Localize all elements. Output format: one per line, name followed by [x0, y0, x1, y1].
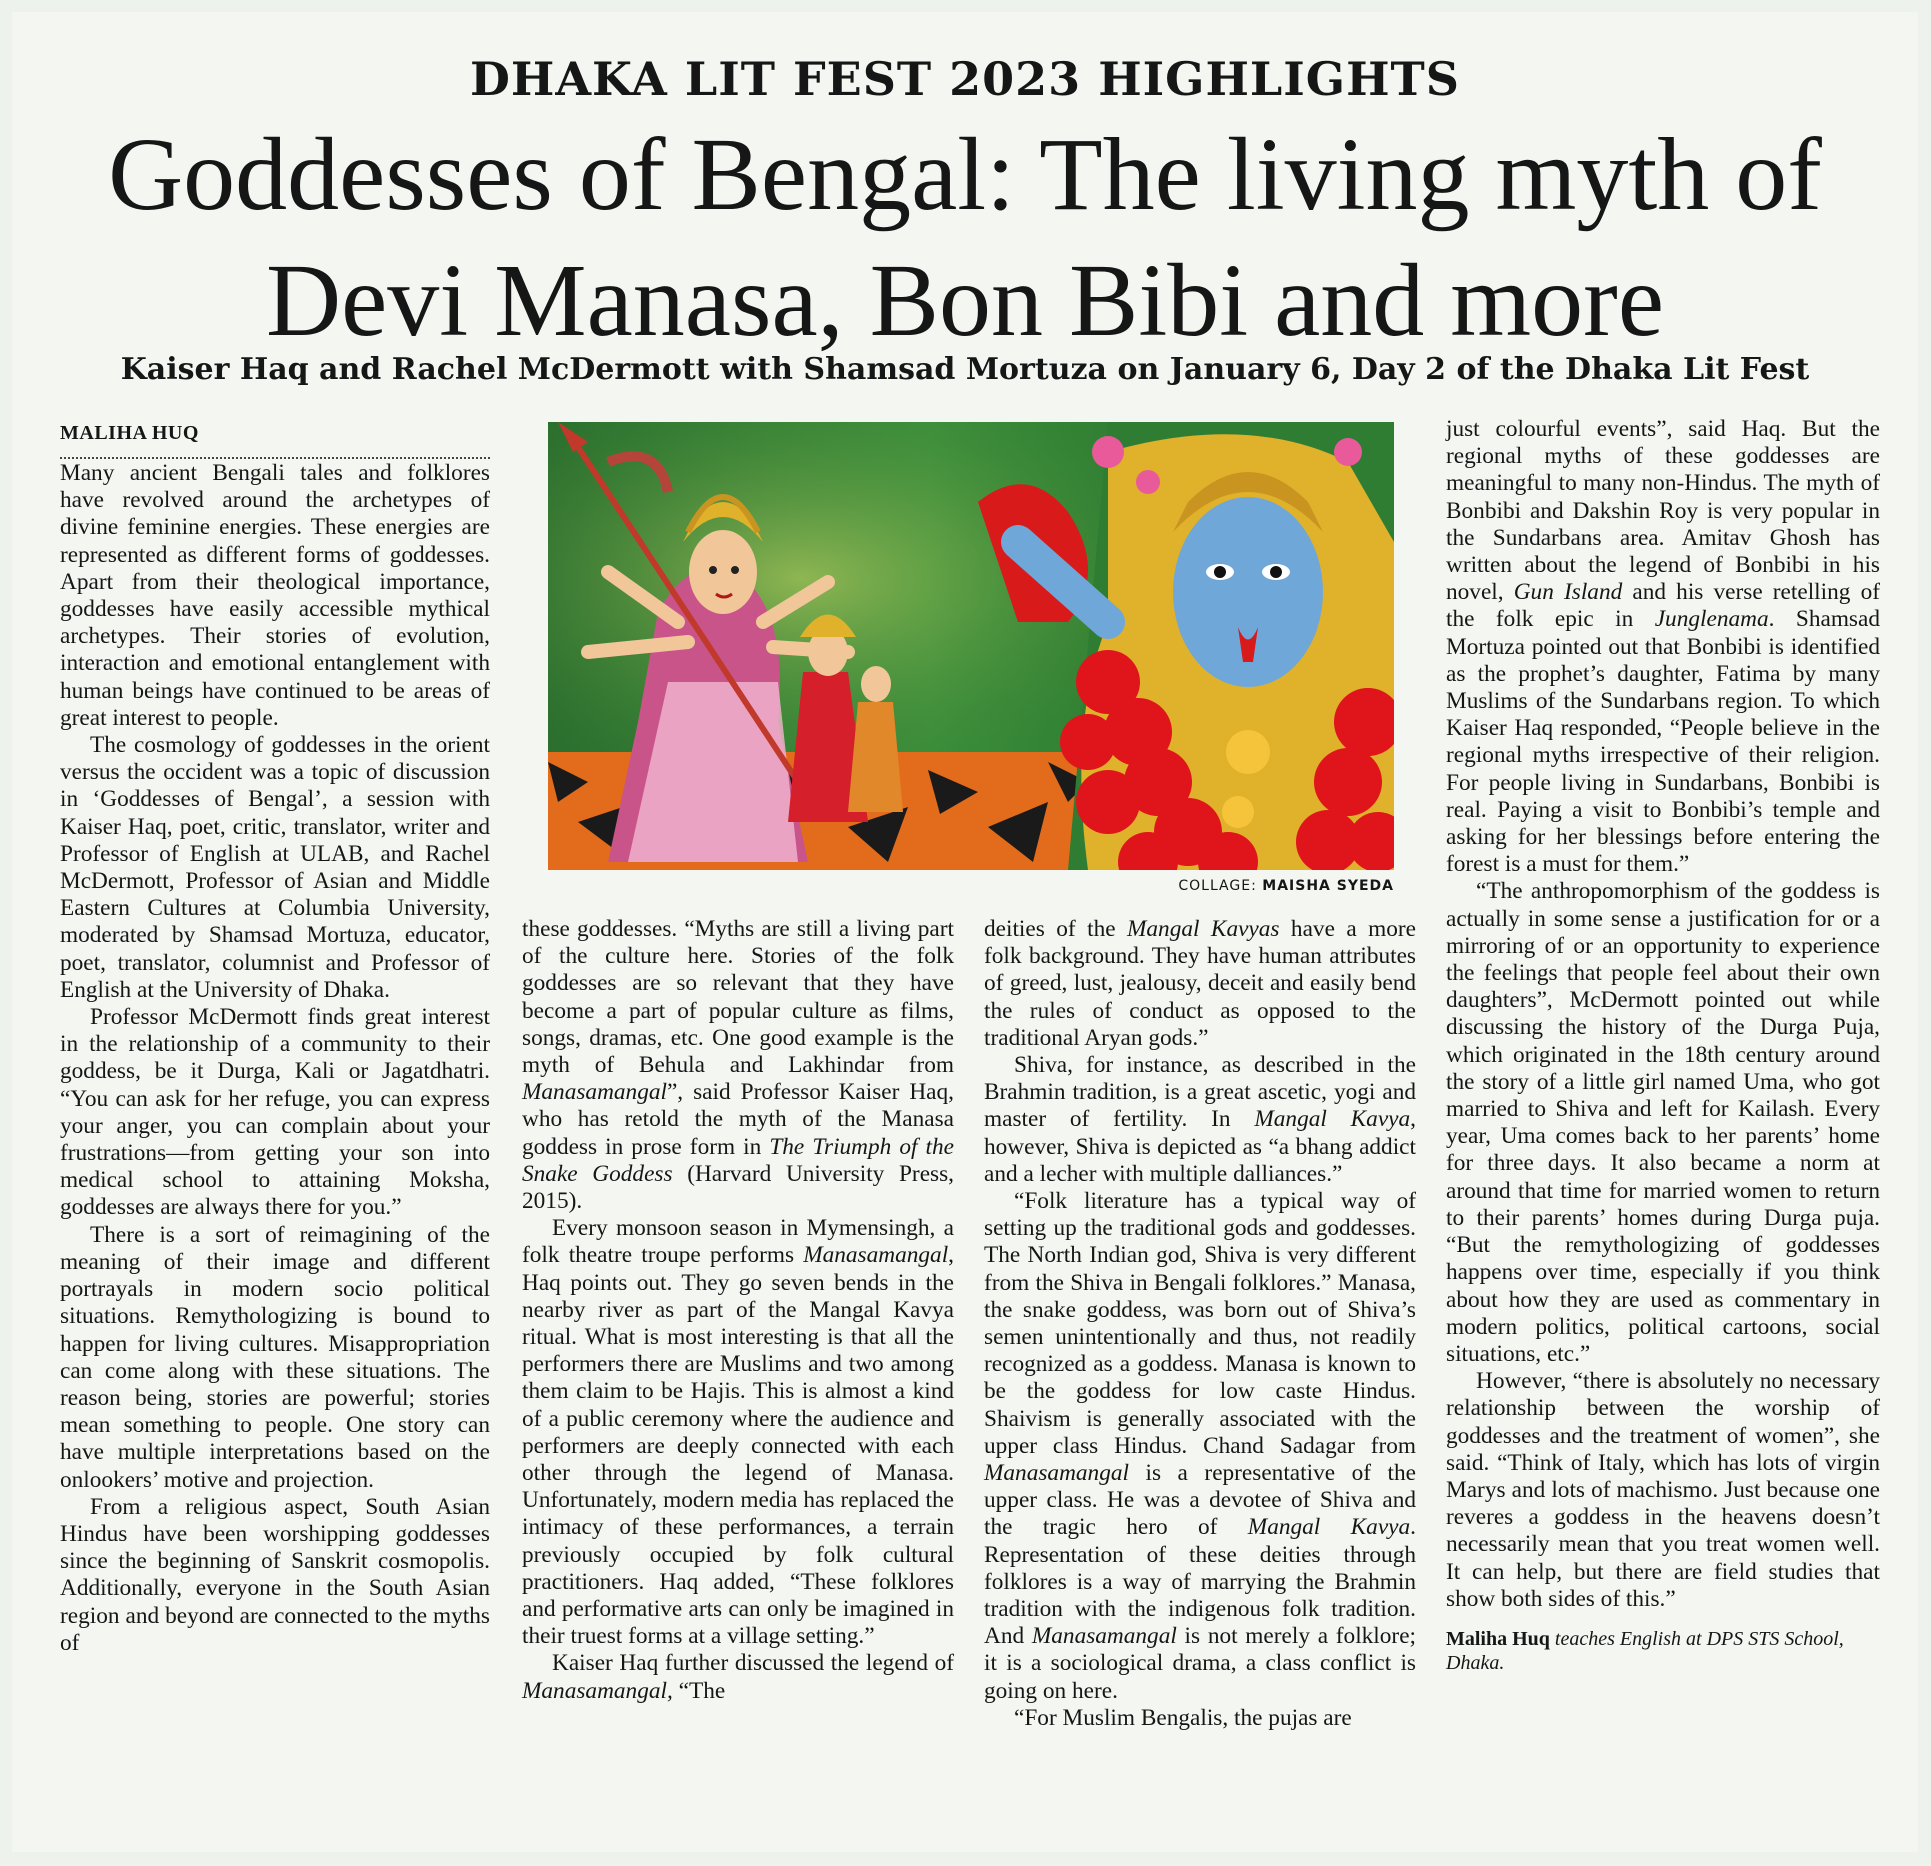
subheadline: Kaiser Haq and Rachel McDermott with Shamsad Mortuza on January 6, Day 2 of the Dhaka Lit Fest: [120, 352, 1810, 387]
paragraph: “For Muslim Bengalis, the pujas are: [1014, 1704, 1352, 1731]
paragraph: Professor McDermott finds great interest in the relationship of a community to their goddess, be it Durga, Kali or Jagatdhatri. “You can ask for her refuge, you can express your anger, you can complain about your frustrations—from getting your son into medical school to attaining Moksha, goddesses are always there for you.”: [60, 1004, 490, 1221]
paragraph: these goddesses. “Myths are still a living part of the culture here. Stories of the folk goddesses are so relevant that they have become a part of popular culture as films, songs, dramas, etc. One good example is the myth of Behula and Lakhindar from Manasamangal”, said Professor Kaiser Haq, who has retold the myth of the Manasa goddess in prose form in The Triumph of the Snake Goddess (Harvard University Press, 2015).: [522, 916, 954, 1215]
newspaper-page: [12, 12, 1918, 1852]
author-bio: [1446, 1627, 1880, 1675]
caption-label: COLLAGE:: [1178, 878, 1257, 894]
paragraph: “Folk literature has a typical way of setting up the traditional gods and goddesses. The North Indian god, Shiva is very different from the Shiva in Bengali folklores.” Manasa, the snake goddess, was born out of Shiva’s semen unintentionally and thus, not readily recognized as a goddess. Manasa is known to be the goddess for low caste Hindus. Shaivism is generally associated with the upper class Hindus. Chand Sadagar from Manasamangal is a representative of the upper class. He was a devotee of Shiva and the tragic hero of Mangal Kavya. Representation of these deities through folklores is a way of marrying the Brahmin tradition with the indigenous folk tradition. And Manasamangal is not merely a folklore; it is a sociological drama, a class conflict is going on here.: [984, 1188, 1417, 1704]
headline-line-1: Goddesses of Bengal: The living myth of: [108, 117, 1822, 232]
paragraph: “The anthropomorphism of the goddess is actually in some sense a justification for or a mirroring of or an opportunity to experience the feelings that people feel about their own daughters”, McDermott pointed out while discussing the history of the Durga Puja, which originated in the 18th century around the story of a little girl named Uma, who got married to Shiva and left for Kailash. Every year, Uma comes back to her parents’ home for three days. It also became a norm at around that time for married women to return to their parents’ homes during Durga puja. “But the remythologizing of goddesses happens over time, especially if you think about how they are used as commentary in modern politics, political cartoons, social situations, etc.”: [1446, 878, 1880, 1367]
paragraph: There is a sort of reimagining of the meaning of their image and different portrayals in modern socio political situations. Remythologizing is bound to happen for living cultures. Misappropriation can come along with these situations. The reason being, stories are powerful; stories mean something to people. One story can have multiple interpretations based on the onlookers’ motive and projection.: [60, 1221, 490, 1493]
column-3: [984, 916, 1416, 1732]
column-4: [1446, 416, 1880, 1675]
collage-illustration: [548, 422, 1394, 870]
paragraph: However, “there is absolutely no necessary relationship between the worship of goddesses and the treatment of women”, she said. “Think of Italy, which has lots of virgin Marys and lots of machismo. Just because one reveres a goddess in the heavens doesn’t necessarily mean that you treat women well. It can help, but there are field studies that show both sides of this.”: [1446, 1368, 1880, 1612]
paragraph: Shiva, for instance, as described in the Brahmin tradition, is a great ascetic, yogi and master of fertility. In Mangal Kavya, however, Shiva is depicted as “a bhang addict and a lecher with multiple dalliances.”: [984, 1052, 1416, 1187]
kicker: DHAKA LIT FEST 2023 HIGHLIGHTS: [470, 52, 1460, 106]
headline: [12, 112, 1918, 364]
paragraph: Many ancient Bengali tales and folklores have revolved around the archetypes of divine feminine energies. These energies are represented as different forms of goddesses. Apart from their theological importance, goddesses have easily accessible mythical archetypes. Their stories of evolution, interaction and emotional entanglement with human beings have continued to be areas of great interest to people.: [60, 460, 490, 731]
column-2: [522, 916, 954, 1705]
author-bio-name: Maliha Huq: [1446, 1627, 1550, 1650]
column-1: [60, 460, 490, 1657]
paragraph: Every monsoon season in Mymensingh, a folk theatre troupe performs Manasamangal, Haq points out. They go seven bends in the nearby river as part of the Mangal Kavya ritual. What is most interesting is that all the performers there are Muslims and two among them claim to be Hajis. This is almost a kind of a public ceremony where the audience and performers are deeply connected with each other through the legend of Manasa. Unfortunately, modern media has replaced the intimacy of these performances, a terrain previously occupied by folk cultural practitioners. Haq added, “These folklores and performative arts can only be imagined in their truest forms at a village setting.”: [522, 1215, 954, 1650]
paragraph: From a religious aspect, South Asian Hindus have been worshipping goddesses since the beginning of Sanskrit cosmopolis. Additionally, everyone in the South Asian region and beyond are connected to the myths of: [60, 1493, 490, 1656]
paragraph: just colourful events”, said Haq. But the regional myths of these goddesses are meaningful to many non-Hindus. The myth of Bonbibi and Dakshin Roy is very popular in the Sundarbans area. Amitav Ghosh has written about the legend of Bonbibi in his novel, Gun Island and his verse retelling of the folk epic in Junglenama. Shamsad Mortuza pointed out that Bonbibi is identified as the prophet’s daughter, Fatima by many Muslims of the Sundarbans region. To which Kaiser Haq responded, “People believe in the regional myths irrespective of their religion. For people living in Sundarbans, Bonbibi is real. Paying a visit to Bonbibi’s temple and asking for her blessings before entering the forest is a must for them.”: [1446, 416, 1880, 878]
paragraph: deities of the Mangal Kavyas have a more folk background. They have human attributes of greed, lust, jealousy, deceit and easily bend the rules of conduct as opposed to the traditional Aryan gods.”: [984, 916, 1416, 1051]
collage-image-goddess-idols: [548, 422, 1394, 870]
byline: MALIHA HUQ: [60, 422, 490, 459]
author-bio-text: teaches English at DPS STS School, Dhaka.: [1446, 1627, 1844, 1674]
caption-credit: MAISHA SYEDA: [1262, 878, 1394, 894]
headline-line-2: Devi Manasa, Bon Bibi and more: [266, 243, 1664, 358]
paragraph: Kaiser Haq further discussed the legend of Manasamangal, “The: [522, 1650, 954, 1704]
paragraph: The cosmology of goddesses in the orient versus the occident was a topic of discussion in ‘Goddesses of Bengal’, a session with Kaiser Haq, poet, critic, translator, writer and Professor of English at ULAB, and Rachel McDermott, Professor of Asian and Middle Eastern Cultures at Columbia University, moderated by Shamsad Mortuza, educator, poet, translator, columnist and Professor of English at the University of Dhaka.: [60, 732, 490, 1003]
image-caption: [548, 878, 1394, 894]
